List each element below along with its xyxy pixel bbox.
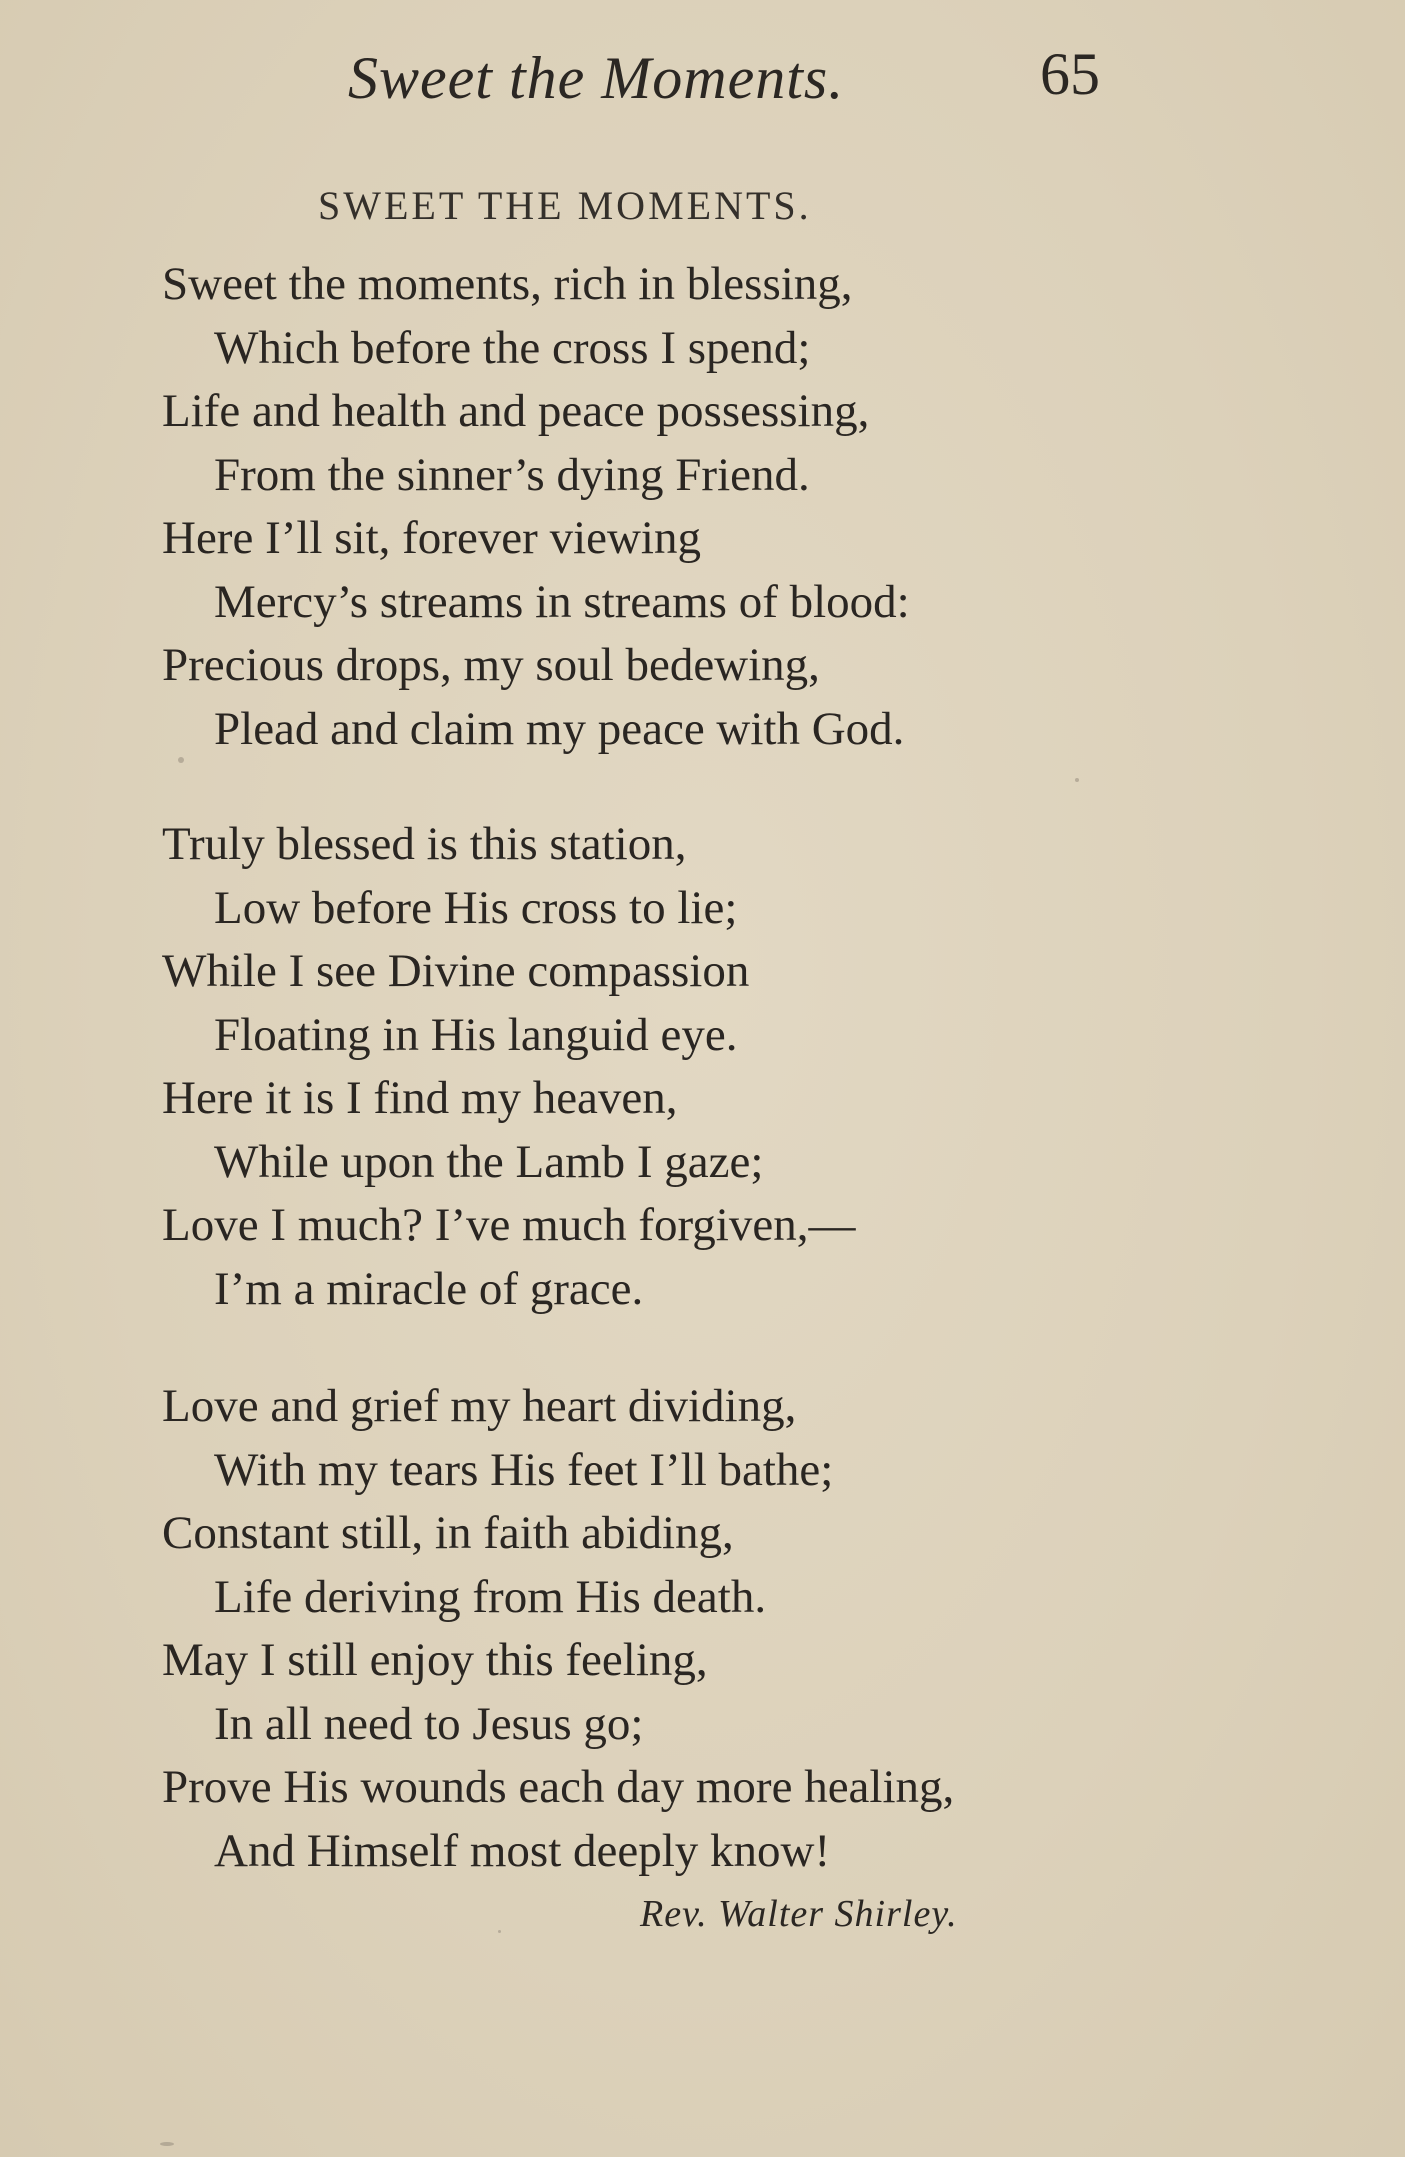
poem-line: And Himself most deeply know! bbox=[214, 1824, 831, 1877]
stanza-1 bbox=[162, 253, 910, 761]
poem-line: Floating in His languid eye. bbox=[214, 1008, 738, 1061]
poem-line: While I see Divine compassion bbox=[162, 945, 750, 997]
poem-line: Life and health and peace possessing, bbox=[162, 385, 870, 437]
poem-line: Which before the cross I spend; bbox=[214, 321, 811, 374]
poem-line: Low before His cross to lie; bbox=[214, 881, 738, 934]
paper-speck bbox=[1075, 778, 1079, 782]
poem-line: Plead and claim my peace with God. bbox=[214, 702, 905, 755]
stanza-3 bbox=[162, 1375, 954, 1883]
paper-speck bbox=[178, 757, 184, 763]
poem-line: Mercy’s streams in streams of blood: bbox=[214, 575, 910, 628]
poem-line: Here it is I find my heaven, bbox=[162, 1072, 678, 1124]
stanza-2 bbox=[162, 813, 855, 1321]
poem-line: Precious drops, my soul bedewing, bbox=[162, 639, 820, 691]
poem-attribution: Rev. Walter Shirley. bbox=[640, 1893, 958, 1935]
running-head-title: Sweet the Moments. bbox=[348, 45, 845, 111]
poem-line: With my tears His feet I’ll bathe; bbox=[214, 1443, 834, 1496]
poem-title: SWEET THE MOMENTS. bbox=[318, 183, 812, 228]
poem-line: In all need to Jesus go; bbox=[214, 1697, 644, 1750]
poem-line: Sweet the moments, rich in blessing, bbox=[162, 258, 853, 310]
poem-line: Love and grief my heart dividing, bbox=[162, 1380, 797, 1432]
paper-speck bbox=[498, 1930, 501, 1933]
poem-line: Here I’ll sit, forever viewing bbox=[162, 512, 701, 564]
poem-line: May I still enjoy this feeling, bbox=[162, 1634, 708, 1686]
poem-line: Truly blessed is this station, bbox=[162, 818, 687, 870]
page-number: 65 bbox=[1040, 41, 1100, 107]
poem-line: Love I much? I’ve much forgiven,— bbox=[162, 1199, 856, 1251]
poem-line: Prove His wounds each day more healing, bbox=[162, 1761, 955, 1813]
poem-line: Constant still, in faith abiding, bbox=[162, 1507, 734, 1559]
poem-line: From the sinner’s dying Friend. bbox=[214, 448, 810, 501]
poem-line: While upon the Lamb I gaze; bbox=[214, 1135, 764, 1188]
paper-speck bbox=[160, 2142, 174, 2146]
poem-line: I’m a miracle of grace. bbox=[214, 1262, 644, 1315]
poem-line: Life deriving from His death. bbox=[214, 1570, 767, 1623]
